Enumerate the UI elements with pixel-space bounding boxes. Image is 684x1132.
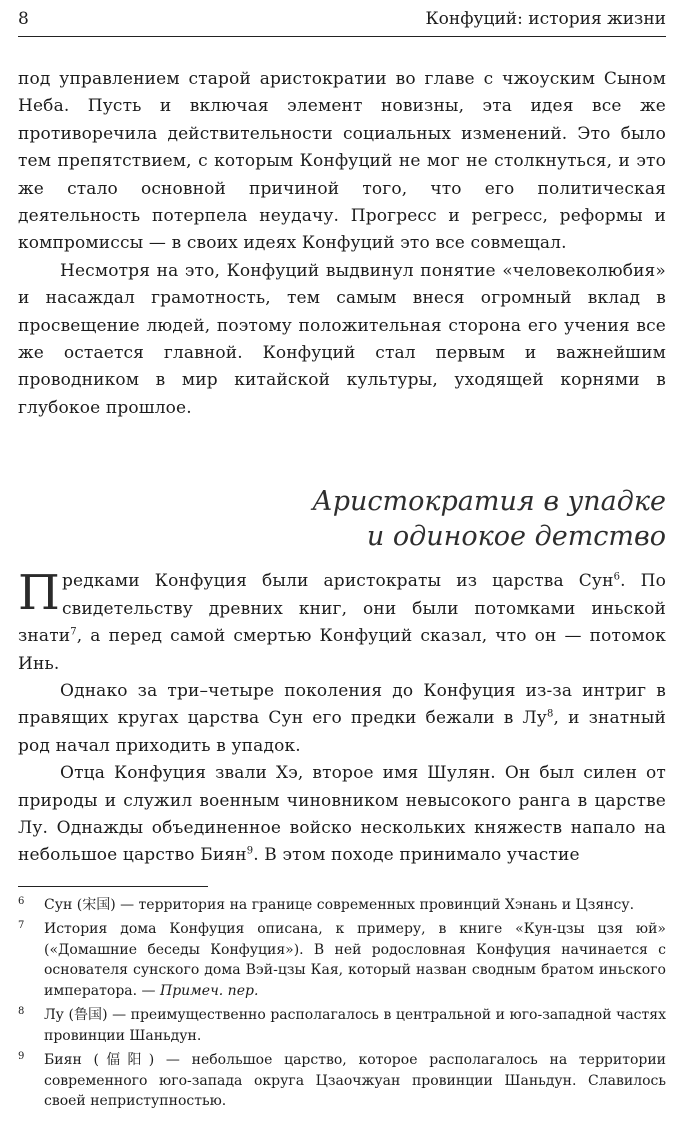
running-title: Конфуций: история жизни [425, 9, 666, 29]
drop-cap: П [18, 565, 61, 622]
page-body [18, 66, 666, 1116]
footnote-text: Сун (宋国) — территория на границе современных провинций Хэнань и Цзянсу. [44, 896, 635, 913]
paragraph-continued: под управлением старой аристократии во главе с чжоуским Сыном Неба. Пусть и включая элемент новизны, эта идея все же противоречила действительности социальных изменений. Это было тем препятствием, с которым Конфуций не мог не столкнуться, и это же стало основной причиной того, что его политическая деятельность потерпела неудачу. Прогресс и регресс, реформы и компромиссы — в своих идеях Конфуций это все совмещал. [18, 69, 666, 254]
footnote-number: 8 [18, 1006, 25, 1018]
text-run: . По свидетельству древних книг, они были потомками иньской знати [18, 571, 667, 647]
footnote-8 [18, 1005, 666, 1046]
footnote-7 [18, 919, 666, 1001]
footnote-text: Лу (鲁国) — преимущественно располагалось в центральной и юго-западной частях провинции Шаньдун. [44, 1007, 666, 1044]
running-header [18, 8, 666, 37]
section-body [18, 565, 667, 869]
footnote-number: 9 [18, 1051, 25, 1063]
section-heading [18, 484, 666, 554]
text-run: , а перед самой смертью Конфуций сказал, что он — потомок Инь. [18, 626, 666, 674]
text-run: редками Конфуция были аристократы из царства Сун [62, 571, 614, 592]
paragraph [18, 678, 666, 760]
footnote-number: 7 [18, 920, 25, 932]
paragraph: Несмотря на это, Конфуций выдвинул понятие «человеколюбия» и насаждал грамотность, тем самым внеся огромный вклад в просвещение людей, поэтому положительная сторона его учения все же остается главной. Конфуций стал первым и важнейшим проводником в мир китайской культуры, уходящей корнями в глубокое прошлое. [18, 260, 666, 418]
text-run: Отца Конфуция звали Хэ, второе имя Шулян. Он был силен от природы и служил военным чиновником невысокого ранга в царстве Лу. Однажды объединенное войско нескольких княжеств напало на небольшое царство Биян [18, 763, 666, 866]
text-run: Однако за три–четыре поколения до Конфуция из-за интриг в правящих кругах царства Сун его предки бежали в Лу [18, 680, 666, 729]
footnote-text: Биян (偪阳) — небольшое царство, которое располагалось на территории современного юго-запада округа Цзаочжуан провинции Шаньдун. Славилось своей неприступностью. [44, 1052, 666, 1110]
paragraph-dropcap [18, 565, 667, 678]
text-run: . В этом походе принимало участие [253, 845, 580, 866]
section-heading-line: Аристократия в упадке [312, 486, 666, 518]
footnote-ref[interactable]: 7 [70, 626, 77, 638]
footnote-ref[interactable]: 9 [246, 845, 254, 857]
footnotes [18, 895, 666, 1112]
translator-note: Примеч. пер. [159, 982, 259, 999]
footnote-6 [18, 895, 666, 916]
text-run: , и знатный род начал приходить в упадок. [18, 708, 666, 756]
footnote-ref[interactable]: 6 [613, 571, 621, 583]
footnote-ref[interactable]: 8 [546, 708, 554, 720]
body-text [18, 66, 666, 422]
footnote-divider [18, 886, 208, 887]
page-number: 8 [18, 9, 29, 29]
footnote-9 [18, 1050, 666, 1112]
footnote-number: 6 [18, 895, 25, 907]
footnote-text: История дома Конфуция описана, к примеру, в книге «Кун-цзы цзя юй» («Домашние беседы Конфуция»). В ней родословная Конфуция начинается с основателя сунского дома Вэй-цзы Кая, который назван сводным братом иньского императора. — [44, 921, 666, 999]
paragraph [18, 760, 666, 870]
section-heading-line: и одинокое детство [366, 521, 666, 553]
